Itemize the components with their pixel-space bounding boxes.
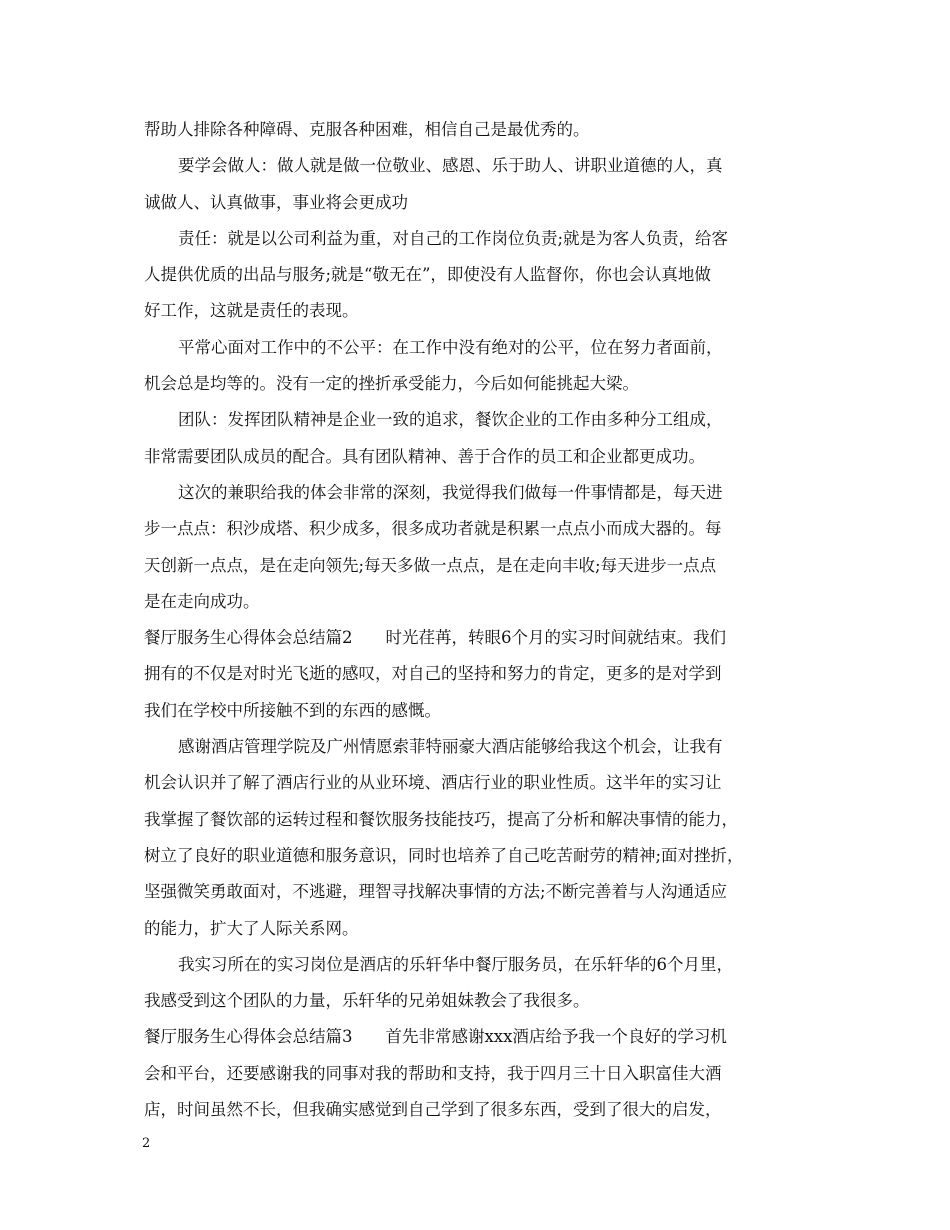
text-line: 机会总是均等的。没有一定的挫折承受能力，今后如何能挑起大梁。: [144, 374, 639, 394]
text-line: 是在走向成功。: [144, 591, 260, 611]
text-line: 的能力，扩大了人际关系网。: [144, 918, 359, 938]
text-line: 坚强微笑勇敢面对，不逃避，理智寻找解决事情的方法;不断完善着与人沟通适应: [144, 882, 728, 902]
text-line: 餐厅服务生心得体会总结篇3 首先非常感谢xxx酒店给予我一个良好的学习机: [144, 1027, 727, 1047]
text-line: 步一点点：积沙成塔、积少成多，很多成功者就是积累一点点小而成大器的。每: [144, 519, 722, 539]
text-line: 这次的兼职给我的体会非常的深刻，我觉得我们做每一件事情都是，每天进: [178, 482, 723, 502]
text-line: 团队：发挥团队精神是企业一致的追求，餐饮企业的工作由多种分工组成，: [178, 410, 723, 430]
text-line: 帮助人排除各种障碍、克服各种困难，相信自己是最优秀的。: [144, 120, 590, 139]
text-line: 责任：就是以公司利益为重，对自己的工作岗位负责;就是为客人负责，给客: [178, 228, 729, 248]
text-line: 树立了良好的职业道德和服务意识，同时也培养了自己吃苦耐劳的精神;面对挫折，: [144, 845, 744, 865]
text-line: 我实习所在的实习岗位是酒店的乐轩华中餐厅服务员，在乐轩华的6个月里，: [178, 954, 733, 974]
document-body: [144, 112, 810, 1128]
text-line: 非常需要团队成员的配合。具有团队精神、善于合作的员工和企业都更成功。: [144, 446, 705, 466]
text-line: 餐厅服务生心得体会总结篇2 时光荏苒，转眼6个月的实习时间就结束。我们: [144, 628, 726, 648]
text-line: 人提供优质的出品与服务;就是“敬无在”，即使没有人监督你，你也会认真地做: [144, 265, 711, 285]
text-line: 平常心面对工作中的不公平：在工作中没有绝对的公平，位在努力者面前，: [178, 337, 723, 357]
text-line: 要学会做人：做人就是做一位敬业、感恩、乐于助人、讲职业道德的人，真: [178, 156, 723, 176]
text-line: 机会认识并了解了酒店行业的从业环境、酒店行业的职业性质。这半年的实习让: [144, 773, 722, 793]
text-line: 我们在学校中所接触不到的东西的感慨。: [144, 700, 441, 720]
page-number: 2: [142, 1136, 151, 1151]
text-line: 会和平台，还要感谢我的同事对我的帮助和支持，我于四月三十日入职富佳大酒: [144, 1063, 722, 1083]
text-line: 我掌握了餐饮部的运转过程和餐饮服务技能技巧，提高了分析和解决事情的能力，: [144, 809, 738, 829]
text-line: 我感受到这个团队的力量，乐轩华的兄弟姐妹教会了我很多。: [144, 991, 590, 1011]
text-line: 店，时间虽然不长，但我确实感觉到自己学到了很多东西，受到了很大的启发，: [144, 1100, 722, 1120]
text-line: 诚做人、认真做事，事业将会更成功: [144, 192, 408, 212]
text-line: 天创新一点点，是在走向领先;每天多做一点点，是在走向丰收;每天进步一点点: [144, 555, 717, 575]
text-line: 拥有的不仅是对时光飞逝的感叹，对自己的坚持和努力的肯定，更多的是对学到: [144, 664, 722, 684]
text-line: 好工作，这就是责任的表现。: [144, 301, 359, 321]
text-line: 感谢酒店管理学院及广州情愿索菲特丽豪大酒店能够给我这个机会，让我有: [178, 737, 723, 757]
